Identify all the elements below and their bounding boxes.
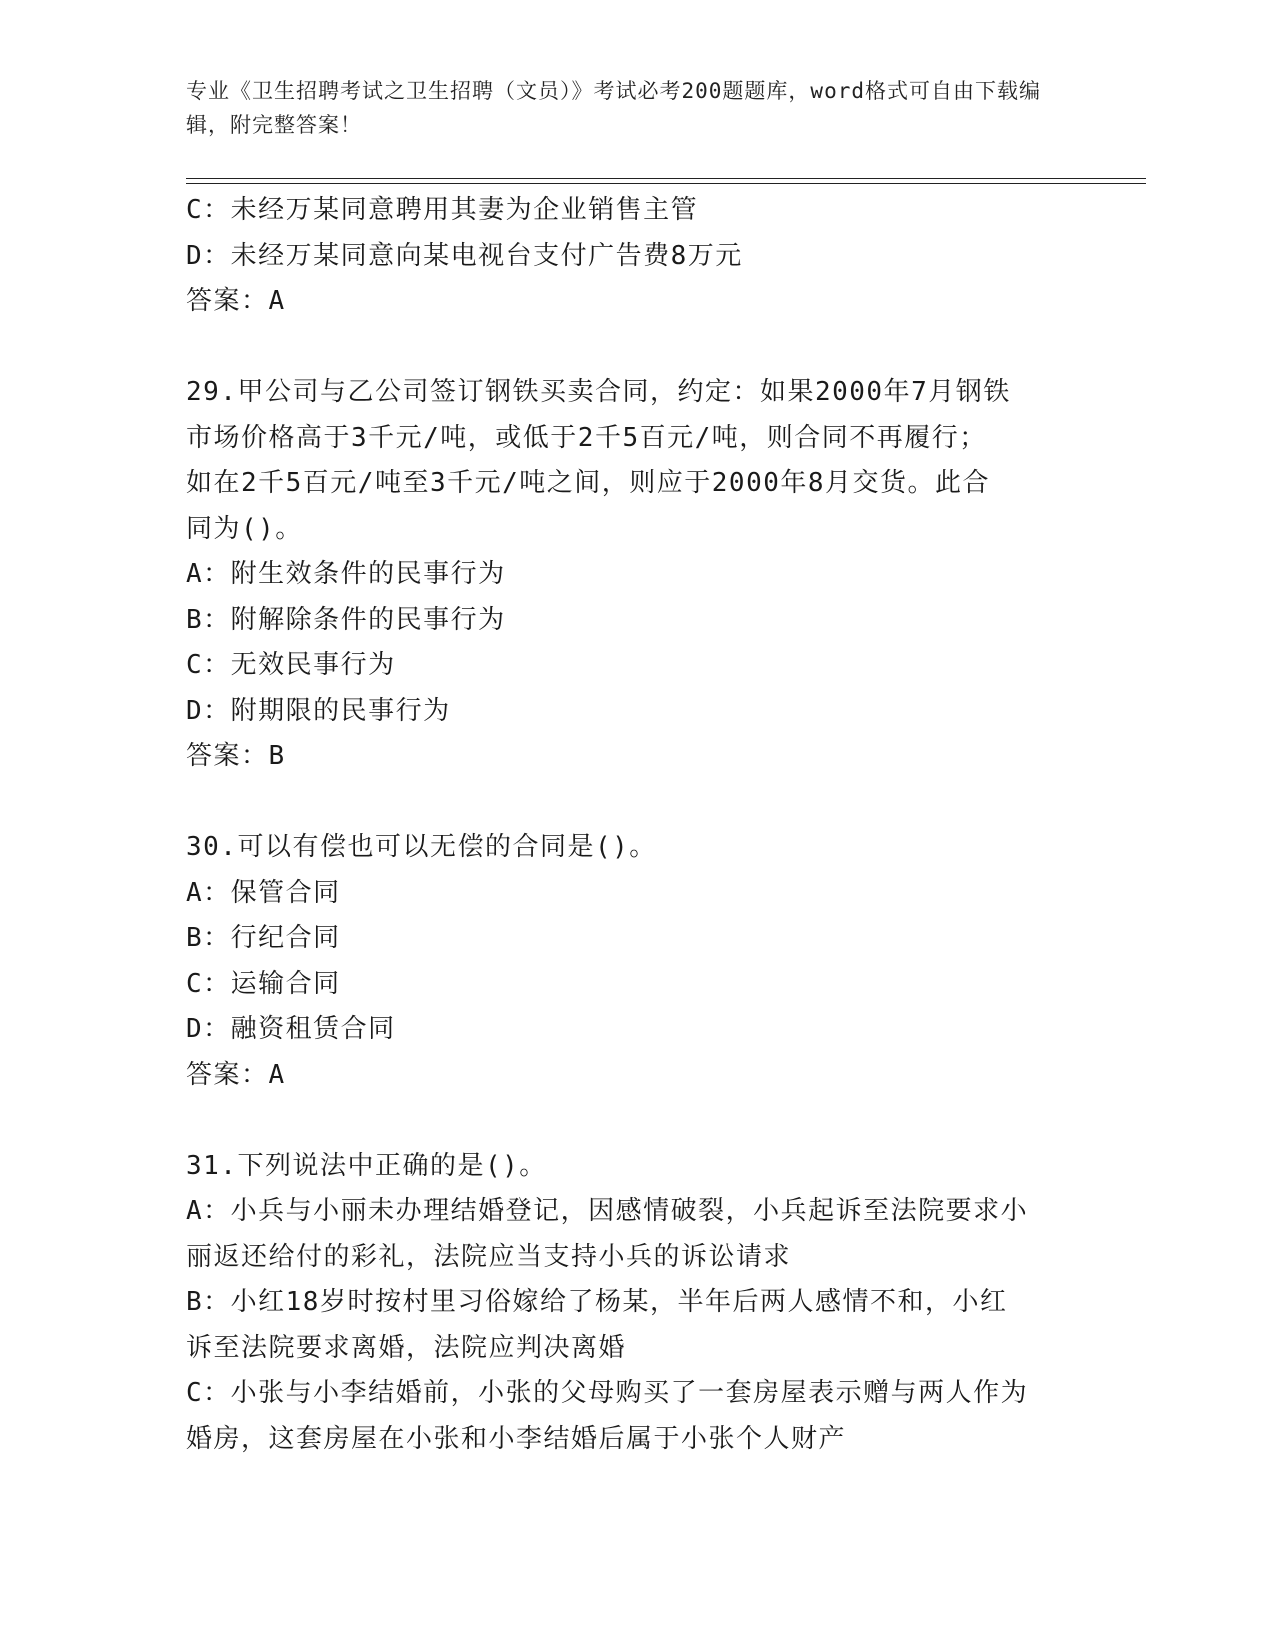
option-a-line: A：小兵与小丽未办理结婚登记，因感情破裂，小兵起诉至法院要求小 xyxy=(186,1196,1029,1226)
answer-line: 答案：A xyxy=(186,286,286,316)
question-28-continued xyxy=(186,188,1086,325)
question-30 xyxy=(186,825,1086,1098)
option-c-line: C：小张与小李结婚前，小张的父母购买了一套房屋表示赠与两人作为 xyxy=(186,1378,1029,1408)
option-d: D：融资租赁合同 xyxy=(186,1014,396,1044)
option-c-line: 婚房，这套房屋在小张和小李结婚后属于小张个人财产 xyxy=(186,1423,847,1454)
option-c: C：无效民事行为 xyxy=(186,650,396,680)
question-stem-line: 同为()。 xyxy=(186,513,303,544)
header-divider-top xyxy=(186,178,1146,179)
option-a: A：保管合同 xyxy=(186,877,341,908)
document-body xyxy=(186,188,1086,1462)
option-d: D：未经万某同意向某电视台支付广告费8万元 xyxy=(186,240,743,271)
spacer xyxy=(186,1098,1086,1144)
answer-line: 答案：A xyxy=(186,1059,286,1090)
answer-line: 答案：B xyxy=(186,741,286,771)
question-stem-line: 市场价格高于3千元/吨，或低于2千5百元/吨，则合同不再履行； xyxy=(186,422,987,453)
header-divider-bottom xyxy=(186,183,1146,184)
question-stem-line: 29.甲公司与乙公司签订钢铁买卖合同，约定：如果2000年7月钢铁 xyxy=(186,377,1011,407)
question-stem-line: 30.可以有偿也可以无偿的合同是()。 xyxy=(186,832,657,862)
option-b: B：行纪合同 xyxy=(186,923,341,953)
question-29 xyxy=(186,370,1086,780)
spacer xyxy=(186,780,1086,826)
question-31 xyxy=(186,1144,1086,1463)
option-d: D：附期限的民事行为 xyxy=(186,695,451,726)
option-b-line: B：小红18岁时按村里习俗嫁给了杨某，半年后两人感情不和，小红 xyxy=(186,1287,1008,1317)
question-stem-line: 31.下列说法中正确的是()。 xyxy=(186,1150,547,1181)
option-c: C：运输合同 xyxy=(186,968,341,999)
question-stem-line: 如在2千5百元/吨至3千元/吨之间，则应于2000年8月交货。此合 xyxy=(186,468,991,498)
option-a-line: 丽返还给付的彩礼，法院应当支持小兵的诉讼请求 xyxy=(186,1241,792,1272)
option-b: B：附解除条件的民事行为 xyxy=(186,604,506,635)
spacer xyxy=(186,325,1086,371)
document-header: 专业《卫生招聘考试之卫生招聘（文员）》考试必考200题题库，word格式可自由下载编辑，附完整答案！ xyxy=(186,79,1041,137)
option-a: A：附生效条件的民事行为 xyxy=(186,559,506,589)
option-b-line: 诉至法院要求离婚，法院应判决离婚 xyxy=(186,1332,627,1363)
option-c: C：未经万某同意聘用其妻为企业销售主管 xyxy=(186,195,699,225)
